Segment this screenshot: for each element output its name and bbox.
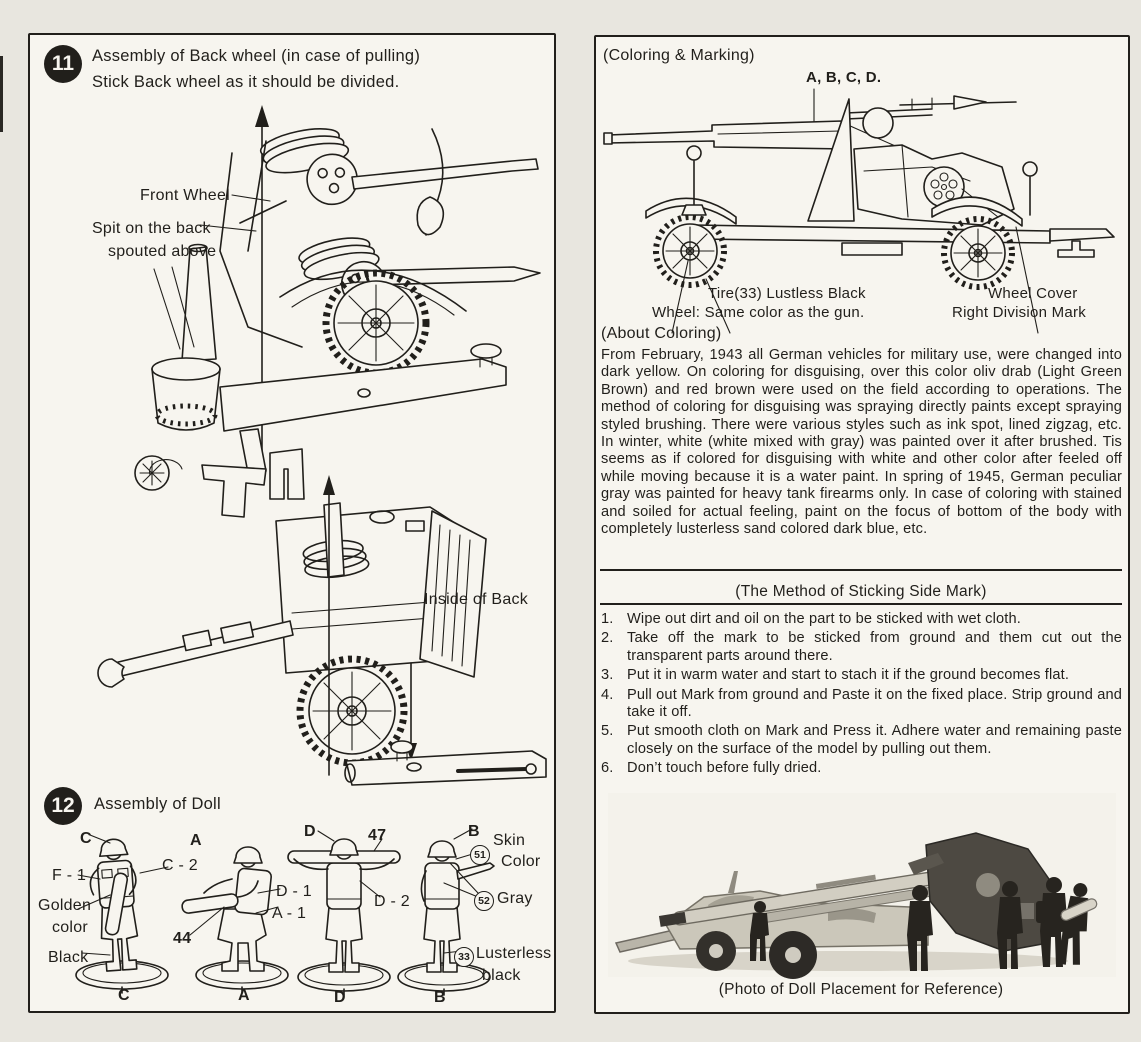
doll-c-black: Black [48, 949, 89, 966]
step-12-badge [44, 787, 82, 825]
sticking-method-list [601, 611, 1122, 780]
about-coloring-body: From February, 1943 all German vehicles for military use, were changed into dark yellow. On coloring for disguising, over this color oliv drab (Light Green Brown) and red brown were used on the field according to operations. The method of coloring for disguising was spraying directly paints except spraying styled brushing. There were various styles such as ink spot, lined zigzag, etc. In winter, white (white mixed with gray) was painted over it after brushed. Tis seems as if colored for disguising with white and other color after feeled off while moving because it is a water paint. In spring of 1945, German peculiar gray was painted for heavy tank firearms only. In case of coloring with stained and soiled for actual feeling, paint on the focus of bottom of the body with completely lusterless sand colored dark blue, etc. [601, 347, 1122, 538]
coloring-marking-panel [594, 35, 1130, 1014]
paint-51-line1: Skin [493, 832, 526, 849]
paint-51-line2: Color [501, 853, 541, 870]
back-wheel-assembly-diagram [34, 101, 546, 501]
doll-d-part-47: 47 [368, 827, 387, 844]
paint-51-circle: 51 [470, 845, 490, 865]
page-edge-artifact [0, 56, 3, 132]
spit-label-line2: spouted above [108, 243, 217, 260]
doll-b-base-letter: B [434, 989, 446, 1006]
list-item-text: Pull out Mark from ground and Paste it on the fixed place. Strip ground and take it off. [627, 686, 1122, 721]
step-11-badge [44, 45, 82, 83]
step-11-title: Assembly of Back wheel (in case of pulling) [92, 47, 421, 65]
doll-d-base-letter: D [334, 989, 346, 1006]
list-item [601, 611, 1122, 628]
step-12-number: 12 [51, 794, 75, 817]
sticking-method-header: (The Method of Sticking Side Mark) [735, 583, 987, 600]
doll-a-part-44: 44 [173, 930, 192, 947]
list-item-number: 2. [601, 630, 614, 647]
tire-color-label: Tire(33) Lustless Black [708, 285, 866, 302]
spit-label-line1: Spit on the back [92, 220, 211, 237]
paint-52-circle: 52 [474, 891, 494, 911]
abcd-label: A, B, C, D. [806, 69, 882, 86]
doll-a-part-d1: D - 1 [276, 883, 312, 900]
list-item-text: Wipe out dirt and oil on the part to be sticked with wet cloth. [627, 611, 1021, 627]
list-item [601, 760, 1122, 777]
doll-c-part-c2: C - 2 [162, 857, 198, 874]
doll-c-golden-line2: color [52, 919, 88, 936]
inside-of-back-label: Inside of Back [424, 591, 528, 608]
list-item-number: 1. [601, 611, 614, 627]
paint-33-circle: 33 [454, 947, 474, 967]
list-item-number: 4. [601, 686, 614, 703]
list-item-text: Take off the mark to be sticked from ground and them cut out the transparent parts around there. [627, 630, 1122, 664]
doll-b-part-top: B [468, 823, 480, 840]
list-item-text: Don’t touch before fully dried. [627, 760, 822, 777]
doll-d-part-top: D [304, 823, 316, 840]
divider-below-method [600, 603, 1122, 605]
list-item-text: Put smooth cloth on Mark and Press it. Adhere water and remaining paste closely on the surface of the model by pulling out them. [627, 723, 1122, 757]
photo-caption: (Photo of Doll Placement for Reference) [718, 981, 1004, 998]
front-wheel-label: Front Wheel [140, 187, 230, 204]
doll-c-golden-line1: Golden [38, 897, 92, 914]
step-11-subtitle: Stick Back wheel as it should be divided. [92, 73, 400, 91]
paint-33-line2: black [482, 967, 521, 984]
doll-a-base-letter: A [238, 987, 250, 1004]
list-item [601, 667, 1122, 684]
list-item-number: 3. [601, 667, 614, 684]
wheel-cover-label: Wheel Cover [988, 285, 1078, 302]
paint-33-line1: Lusterless [476, 945, 552, 962]
back-bogie-diagram [34, 463, 548, 815]
left-instruction-panel [28, 33, 556, 1013]
step-12-title: Assembly of Doll [94, 795, 221, 813]
doll-d-part-d2: D - 2 [374, 893, 410, 910]
doll-a-part-top: A [190, 832, 202, 849]
doll-c-part-top: C [80, 830, 92, 847]
list-item-number: 6. [601, 760, 614, 777]
doll-c-part-f1: F - 1 [52, 867, 87, 884]
doll-a-part-a1: A - 1 [272, 905, 307, 922]
about-coloring-header: (About Coloring) [601, 325, 722, 342]
right-division-mark-label: Right Division Mark [952, 304, 1086, 321]
list-item [601, 630, 1122, 665]
list-item-number: 5. [601, 723, 614, 740]
wheel-color-label: Wheel: Same color as the gun. [652, 304, 865, 321]
step-11-number: 11 [51, 52, 75, 75]
doll-c-base-letter: C [118, 987, 130, 1004]
list-item [601, 723, 1122, 758]
list-item [601, 687, 1122, 722]
coloring-marking-header: (Coloring & Marking) [603, 47, 755, 64]
list-item-text: Put it in warm water and start to stach it if the ground becomes flat. [627, 667, 1070, 684]
paint-52-label: Gray [497, 890, 533, 907]
divider-above-method [600, 569, 1122, 571]
doll-placement-photo [608, 793, 1116, 977]
